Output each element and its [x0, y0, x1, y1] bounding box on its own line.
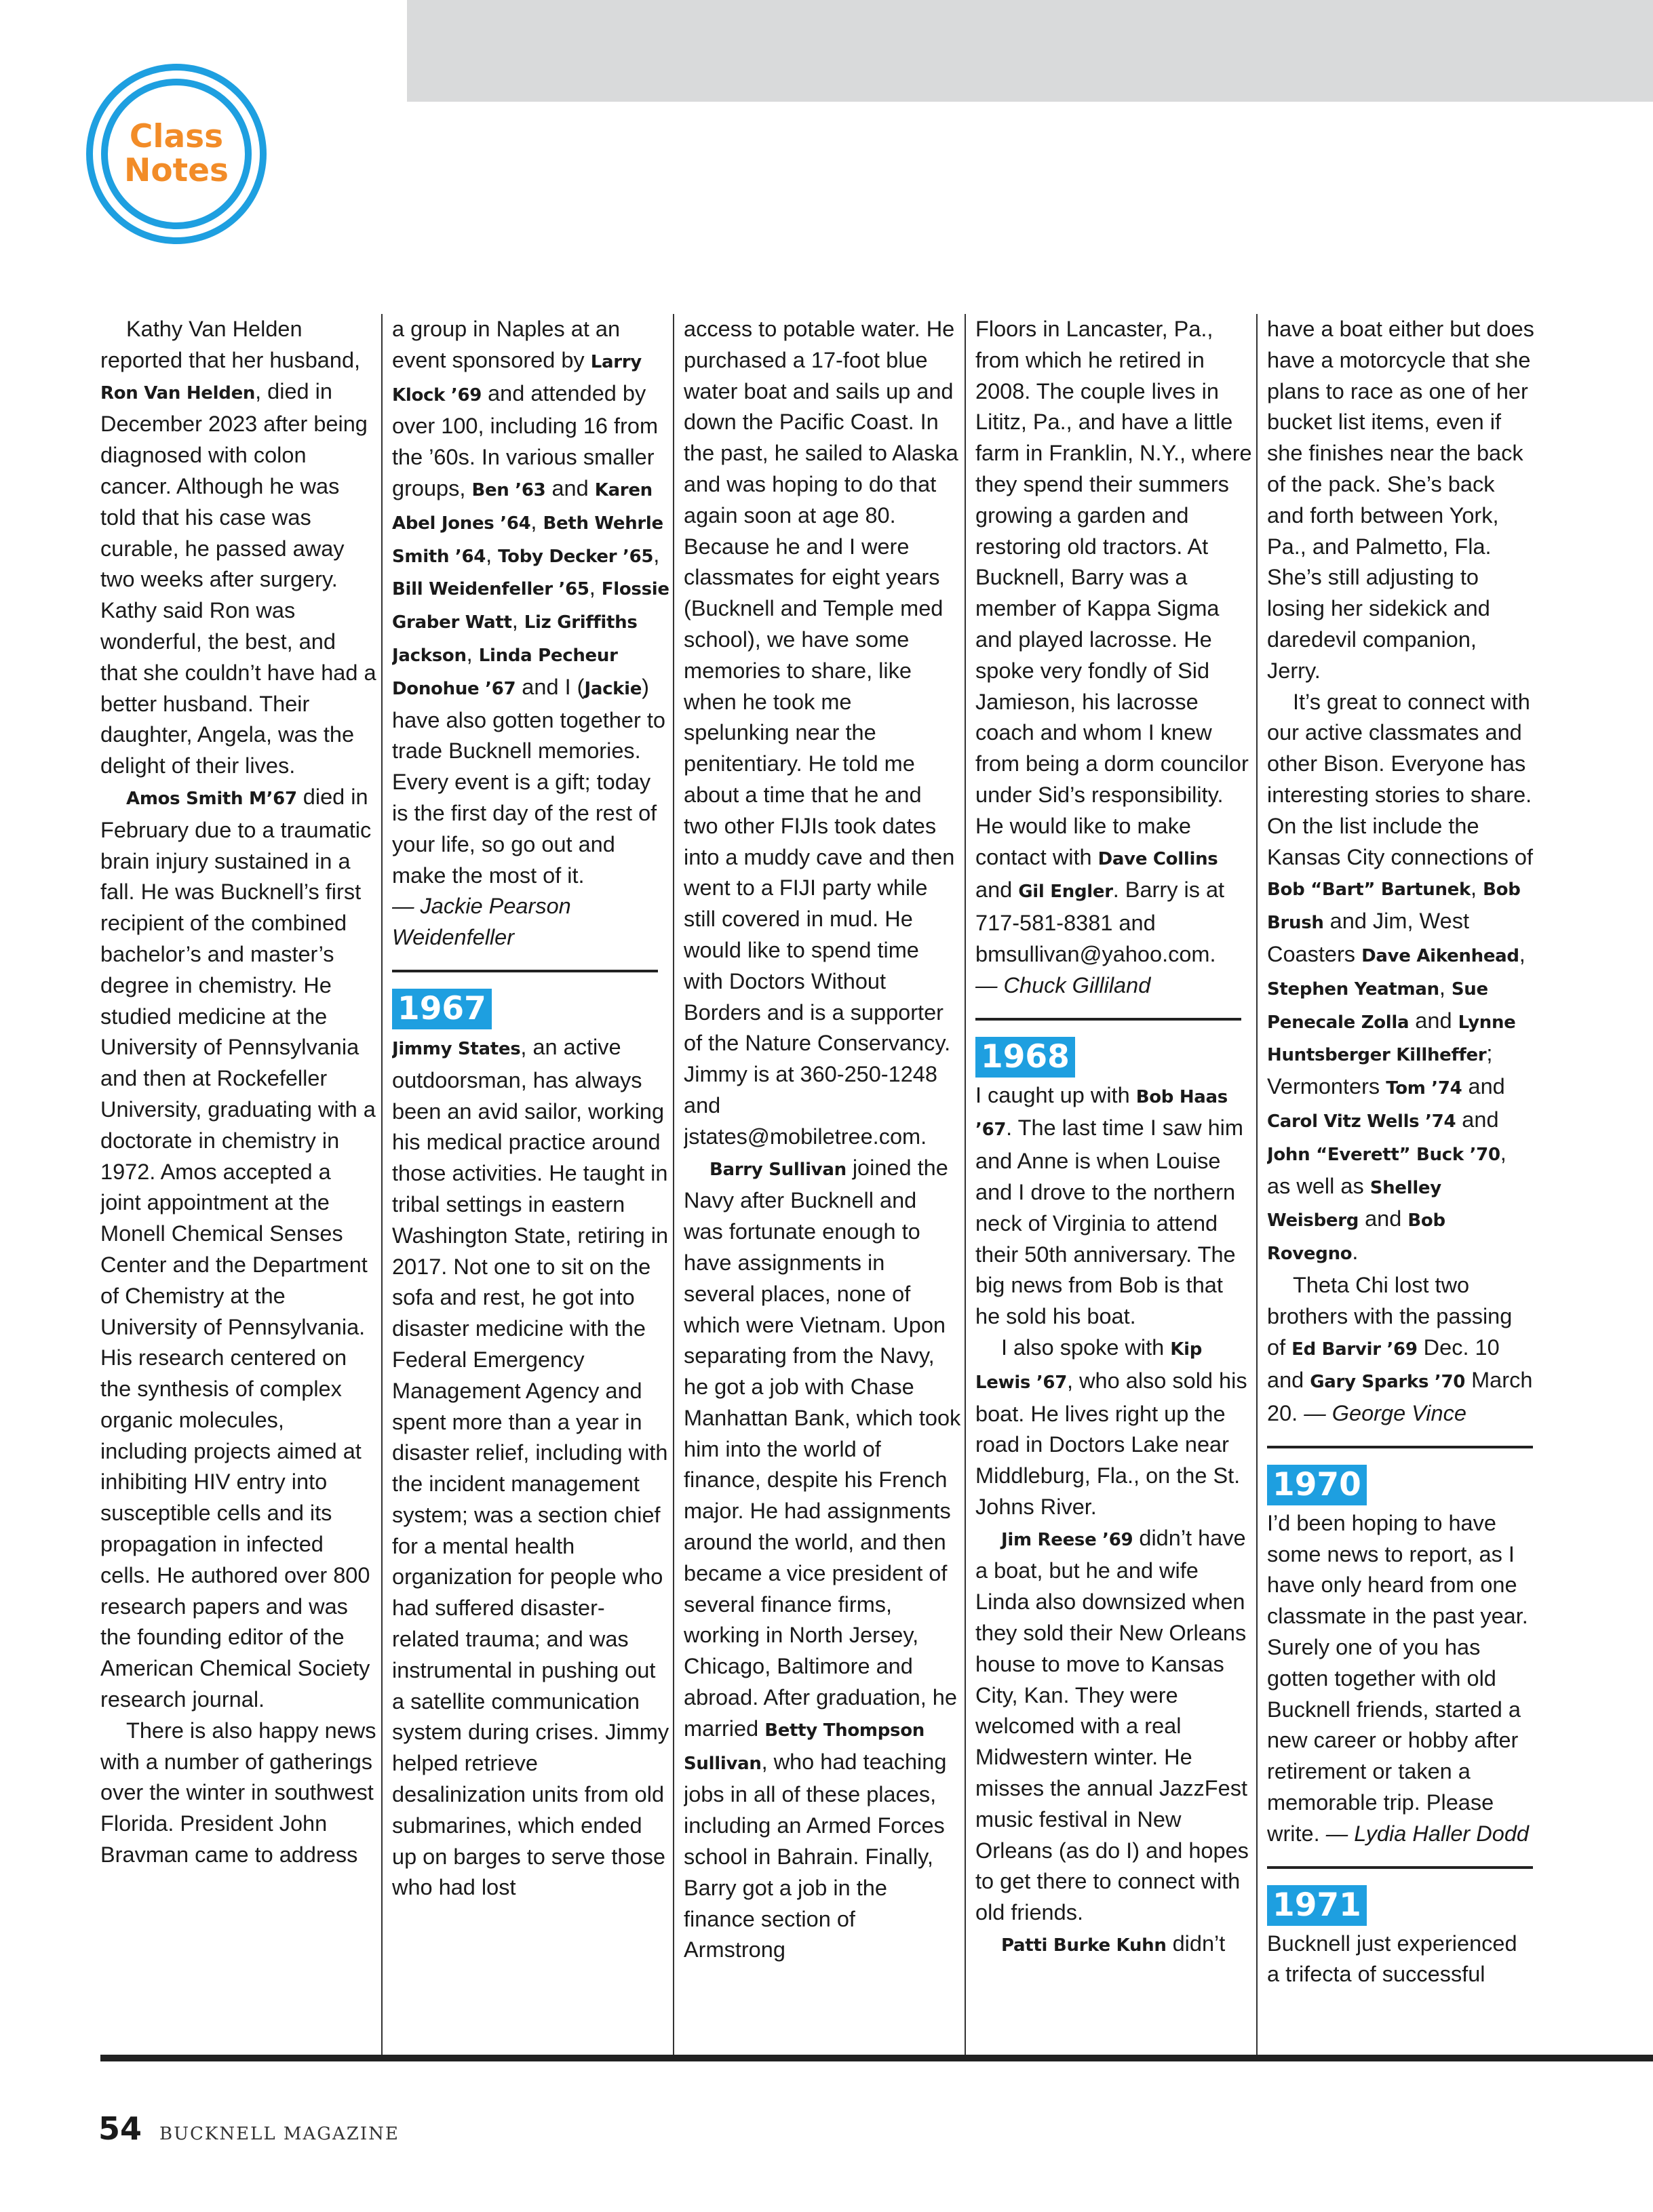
class-notes-badge-inner-ring — [101, 79, 252, 229]
paragraph: Jim Reese ’69 didn’t have a boat, but he and wife Linda also downsized when they sold their New Orleans house to move to Kansas City, Kan. They were welcomed with a real Midwestern winter. He misses the annual JazzFest music festival in New Orleans (as do I) and hopes to get there to connect with old friends. — [975, 1525, 1249, 1925]
footer-rule — [100, 2055, 1653, 2061]
column-divider — [1256, 314, 1258, 2055]
column-divider — [965, 314, 966, 2055]
section-divider — [1267, 1866, 1533, 1869]
year-heading-1967: 1967 — [392, 989, 492, 1029]
paragraph: There is also happy news with a number of gatherings over the winter in southwest Florida. President John Bravman came to address — [100, 1718, 376, 1868]
column-2 — [392, 314, 670, 2055]
paragraph: Barry Sullivan joined the Navy after Bucknell and was fortunate enough to have assignments in several places, none of which were Vietnam. Upon separating from the Navy, he got a job with Chase Manhattan Bank, which took him into the world of finance, despite his French major. He had assignments around the world, and then became a vice president of several finance firms, working in North Jersey, Chicago, Baltimore and abroad. After graduation, he married Betty Thompson Sullivan, who had teaching jobs in all of these places, including an Armed Forces school in Bahrain. Finally, Barry got a job in the finance section of Armstrong — [684, 1155, 961, 1962]
paragraph: I caught up with Bob Haas ’67. The last time I saw him and Anne is when Louise and I drove to the northern neck of Virginia to attend their 50th anniversary. The big news from Bob is that he sold his boat. — [975, 1082, 1243, 1329]
year-heading-1971: 1971 — [1267, 1885, 1367, 1926]
paragraph: Jimmy States, an active outdoorsman, has always been an avid sailor, working his medical practice around those activities. He taught in tribal settings in eastern Washington State, retiring in 2017. Not one to sit on the sofa and rest, he got into disaster medicine with the Federal Emergency Management Agency and spent more than a year in disaster relief, including with the incident management system; was a section chief for a mental health organization for people who had suffered disaster-related trauma; and was instrumental in pushing out a satellite communication system during crises. Jimmy helped retrieve desalinization units from old submarines, which ended up on barges to serve those who had lost — [392, 1034, 669, 1900]
header-bar — [407, 0, 1653, 102]
column-1 — [100, 314, 377, 2055]
signature: — Chuck Gilliland — [975, 972, 1151, 998]
year-heading-1968: 1968 — [975, 1037, 1075, 1078]
paragraph: It’s great to connect with our active classmates and other Bison. Everyone has interesting stories to share. On the list include the Kansas City connections of Bob “Bart” Bartunek, Bob Brush and Jim, West Coasters Dave Aikenhead, Stephen Yeatman, Sue Penecale Zolla and Lynne Huntsberger Killheffer; Vermonters Tom ’74 and Carol Vitz Wells ’74 and John “Everett” Buck ’70, as well as Shelley Weisberg and Bob Rovegno. — [1267, 689, 1534, 1265]
paragraph: I’d been hoping to have some news to report, as I have only heard from one classmate in the past year. Surely one of you has gotten together with old Bucknell friends, started a new career or hobby after retirement or taken a memorable trip. Please write. — Lydia Haller Dodd — [1267, 1510, 1529, 1846]
column-3 — [684, 314, 962, 2055]
section-divider — [975, 1018, 1241, 1021]
magazine-name: BUCKNELL MAGAZINE — [159, 2124, 400, 2144]
column-divider — [673, 314, 674, 2055]
article-columns — [100, 314, 1653, 2055]
paragraph: I also spoke with Kip Lewis ’67, who also sold his boat. He lives right up the road in Doctors Lake near Middleburg, Fla., on the St. Johns River. — [975, 1335, 1247, 1519]
paragraph: Theta Chi lost two brothers with the passing of Ed Barvir ’69 Dec. 10 and Gary Sparks ’70 March 20. — George Vince — [1267, 1272, 1533, 1426]
page-footer — [98, 2110, 400, 2147]
column-5 — [1267, 314, 1653, 2055]
paragraph: Floors in Lancaster, Pa., from which he retired in 2008. The couple lives in Lititz, Pa., and have a little farm in Franklin, N.Y., where they spend their summers growing a garden and restoring old tractors. At Bucknell, Barry was a member of Kappa Sigma and played lacrosse. He spoke very fondly of Sid Jamieson, his lacrosse coach and whom I knew from being a dorm councilor under Sid’s responsibility. He would like to make contact with Dave Collins and Gil Engler. Barry is at 717-581-8381 and bmsullivan@yahoo.com. — [975, 317, 1252, 966]
column-divider — [381, 314, 383, 2055]
page-number: 54 — [98, 2110, 142, 2147]
paragraph: access to potable water. He purchased a 17-foot blue water boat and sails up and down the Pacific Coast. In the past, he sailed to Alaska and was hoping to do that again soon at age 80. Because he and I were classmates for eight years (Bucknell and Temple med school), we have some memories to share, like when he took me spelunking near the penitentiary. He told me about a time that he and two other FIJIs took dates into a muddy cave and then went to a FIJI party while still covered in mud. He would like to spend time with Doctors Without Borders and is a supporter of the Nature Conservancy. Jimmy is at 360-250-1248 and jstates@mobiletree.com. — [684, 317, 958, 1149]
paragraph: a group in Naples at an event sponsored by Larry Klock ’69 and attended by over 100, including 16 from the ’60s. In various smaller groups, Ben ’63 and Karen Abel Jones ’64, Beth Wehrle Smith ’64, Toby Decker ’65, Bill Weidenfeller ’65, Flossie Graber Watt, Liz Griffiths Jackson, Linda Pecheur Donohue ’67 and I (Jackie) have also gotten together to trade Bucknell memories. Every event is a gift; today is the first day of the rest of your life, so go out and make the most of it. — [392, 317, 669, 888]
paragraph: Amos Smith M’67 died in February due to a traumatic brain injury sustained in a fall. He was Bucknell’s first recipient of the combined bachelor’s and master’s degree in chemistry. He studied medicine at the University of Pennsylvania and then at Rockefeller University, graduating with a doctorate in chemistry in 1972. Amos accepted a joint appointment at the Monell Chemical Senses Center and the Department of Chemistry at the University of Pennsylvania. His research centered on the synthesis of complex organic molecules, including projects aimed at inhibiting HIV entry into susceptible cells and its propagation in infected cells. He authored over 800 research papers and was the founding editor of the American Chemical Society research journal. — [100, 784, 376, 1712]
signature: — Jackie Pearson Weidenfeller — [392, 894, 571, 950]
paragraph: Patti Burke Kuhn didn’t — [1001, 1931, 1226, 1956]
column-4 — [975, 314, 1253, 2055]
paragraph: have a boat either but does have a motorcycle that she plans to race as one of her bucket list items, even if she finishes near the back of the pack. She’s back and forth between York, Pa., and Palmetto, Fla. She’s still adjusting to losing her sidekick and daredevil companion, Jerry. — [1267, 317, 1534, 683]
class-notes-title: Class Notes — [124, 118, 229, 189]
paragraph: Bucknell just experienced a trifecta of successful — [1267, 1931, 1517, 1987]
year-heading-1970: 1970 — [1267, 1465, 1367, 1505]
class-notes-badge — [86, 64, 267, 244]
column-5-text — [1267, 314, 1535, 1990]
paragraph: Kathy Van Helden reported that her husband, Ron Van Helden, died in December 2023 after being diagnosed with colon cancer. Although he was told that his case was curable, he passed away two weeks after surgery. Kathy said Ron was wonderful, the best, and that she couldn’t have had a better husband. Their daughter, Angela, was the delight of their lives. — [100, 317, 376, 778]
section-divider — [1267, 1446, 1533, 1448]
section-divider — [392, 970, 658, 972]
